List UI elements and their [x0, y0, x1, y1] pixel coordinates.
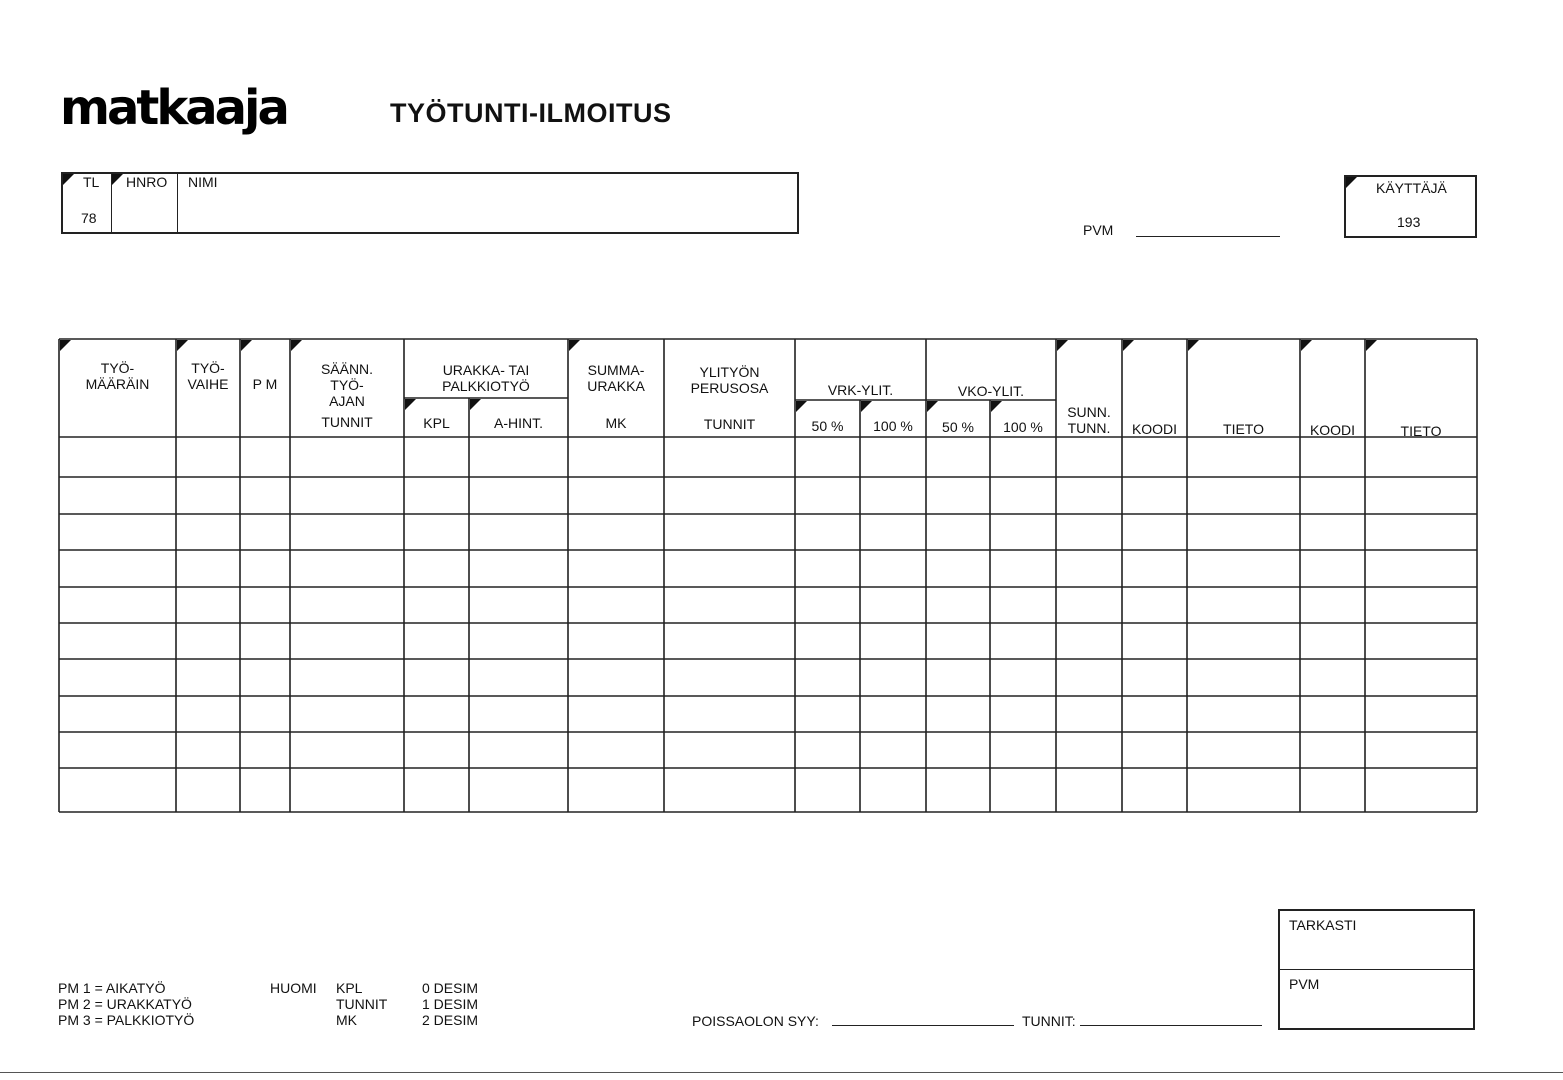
col-vrk-50-header: 50 %	[811, 418, 844, 434]
col-koodi2-header: KOODI	[1309, 422, 1356, 438]
user-label: KÄYTTÄJÄ	[1376, 180, 1447, 196]
hours-label: TUNNIT:	[1022, 1013, 1076, 1029]
col-vrk-100-header: 100 %	[873, 418, 913, 434]
col-kpl-header: KPL	[423, 415, 450, 431]
corner-marker-icon	[1366, 340, 1377, 351]
corner-marker-icon	[60, 340, 71, 351]
date-label: PVM	[1083, 222, 1114, 238]
corner-marker-icon	[1057, 340, 1068, 351]
checked-field[interactable]	[1280, 911, 1473, 970]
pm-legend: PM 1 = AIKATYÖ PM 2 = URAKKATYÖ PM 3 = PALKKIOTYÖ	[58, 980, 195, 1028]
page-edge-line	[0, 1072, 1563, 1073]
corner-marker-icon	[1301, 340, 1312, 351]
col-vko-100-header: 100 %	[1003, 419, 1043, 435]
corner-marker-icon	[241, 340, 252, 351]
col-koodi1-header: KOODI	[1131, 421, 1178, 437]
col-sunn-header: SUNN. TUNN.	[1067, 404, 1111, 436]
unit-legend: KPL TUNNIT MK	[336, 980, 388, 1028]
corner-marker-icon	[1123, 340, 1134, 351]
user-value: 193	[1397, 214, 1421, 230]
col-vrk-header: VRK-YLIT.	[827, 382, 894, 398]
huomi-label: HUOMI	[270, 980, 317, 996]
corner-marker-icon	[405, 399, 416, 410]
col-summa-unit: MK	[605, 415, 627, 431]
absence-field[interactable]	[832, 1025, 1014, 1026]
col-saann-unit: TUNNIT	[321, 414, 373, 430]
col-vko-50-header: 50 %	[942, 419, 974, 435]
col-vko-header: VKO-YLIT.	[957, 383, 1025, 399]
corner-marker-icon	[177, 340, 188, 351]
absence-label: POISSAOLON SYY:	[692, 1013, 819, 1029]
corner-marker-icon	[291, 340, 302, 351]
corner-marker-icon	[796, 401, 807, 412]
form-title: TYÖTUNTI-ILMOITUS	[390, 98, 672, 128]
col-tyomaarain-header: TYÖ- MÄÄRÄIN	[85, 360, 150, 392]
col-tieto1-header: TIETO	[1223, 421, 1264, 437]
tl-label: TL	[83, 174, 100, 190]
col-tyovaihe-header: TYÖ- VAIHE	[187, 360, 229, 392]
checked-date-field[interactable]	[1280, 970, 1473, 1028]
corner-marker-icon	[470, 399, 481, 410]
col-saann-header: SÄÄNN. TYÖ- AJAN	[320, 361, 374, 409]
col-urakka-header: URAKKA- TAI PALKKIOTYÖ	[442, 362, 530, 394]
checked-label: TARKASTI	[1289, 917, 1357, 933]
col-ylityon-header: YLITYÖN PERUSOSA	[690, 364, 769, 396]
nimi-label: NIMI	[188, 174, 218, 190]
decimal-legend: 0 DESIM 1 DESIM 2 DESIM	[422, 980, 479, 1028]
col-tieto2-header: TIETO	[1400, 423, 1442, 439]
corner-marker-icon	[927, 401, 938, 412]
corner-marker-icon	[1188, 340, 1199, 351]
col-ahint-header: A-HINT.	[494, 415, 543, 431]
col-ylityon-unit: TUNNIT	[703, 416, 756, 432]
col-summa-header: SUMMA- URAKKA	[587, 362, 645, 394]
corner-marker-icon	[569, 340, 580, 351]
checked-date-label: PVM	[1289, 976, 1320, 992]
hnro-label: HNRO	[126, 174, 168, 190]
col-pm-header: P M	[252, 376, 278, 392]
corner-marker-icon	[861, 401, 872, 412]
checked-box	[1278, 909, 1475, 1030]
hours-field[interactable]	[1080, 1025, 1262, 1026]
corner-marker-icon	[991, 401, 1002, 412]
company-logo: matkaaja	[60, 80, 287, 136]
tl-value: 78	[81, 210, 97, 226]
